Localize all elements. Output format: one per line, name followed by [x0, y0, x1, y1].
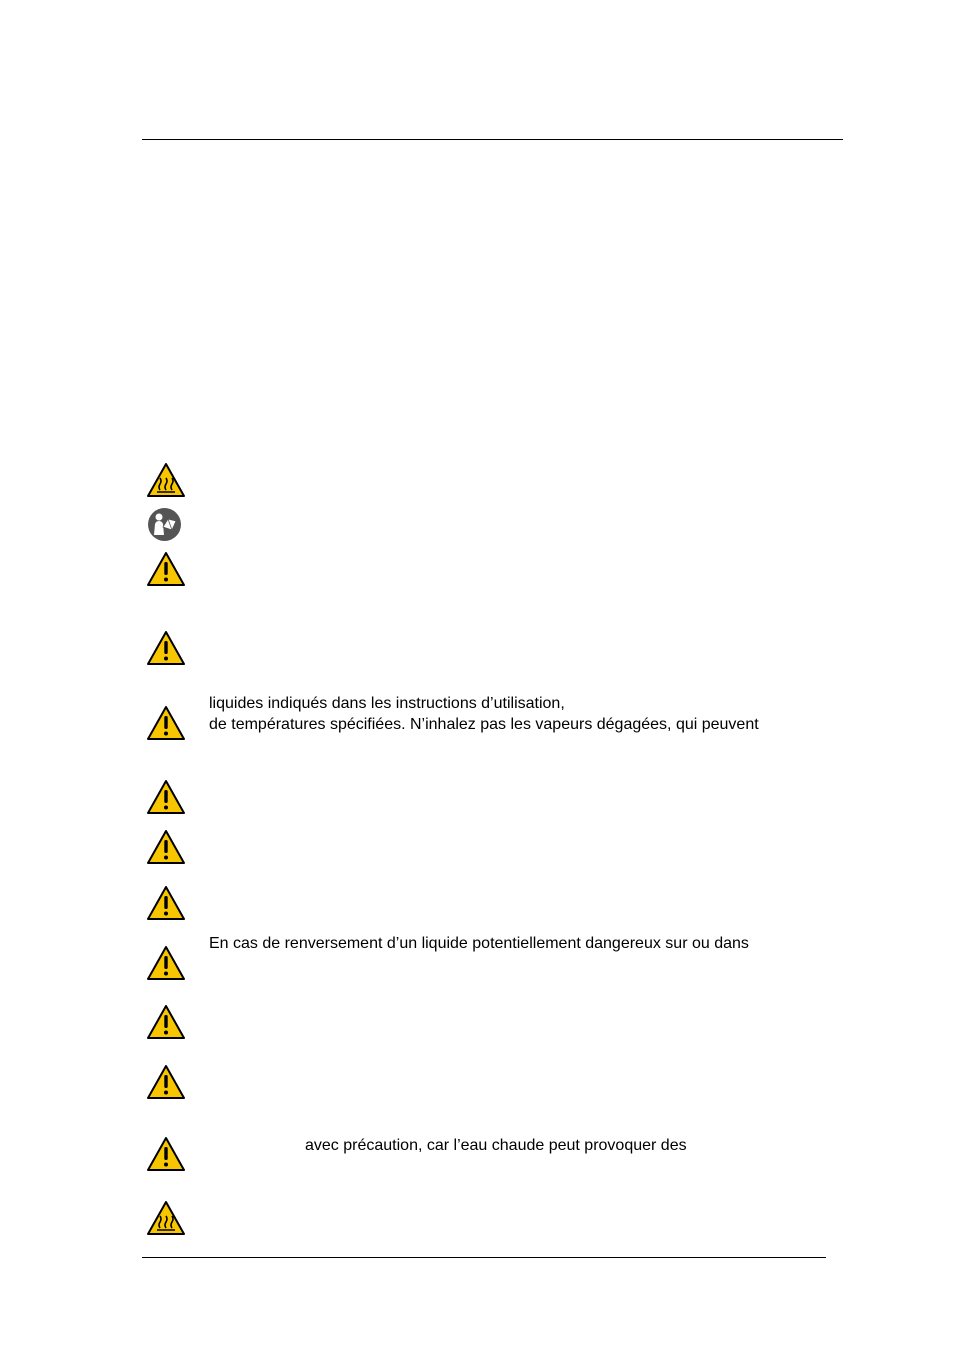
caution-warning-icon — [146, 945, 186, 981]
footer-rule — [142, 1257, 826, 1258]
caution-warning-icon — [146, 885, 186, 921]
hot-surface-warning-icon — [146, 1200, 186, 1236]
safety-text-line: En cas de renversement d’un liquide potentiellement dangereux sur ou dans — [209, 935, 749, 952]
safety-text-line: liquides indiqués dans les instructions d’utilisation, — [209, 695, 565, 712]
caution-warning-icon — [146, 829, 186, 865]
read-manual-icon — [147, 507, 182, 542]
caution-warning-icon — [146, 705, 186, 741]
caution-warning-icon — [146, 779, 186, 815]
hot-surface-warning-icon — [146, 462, 186, 498]
safety-text-line: de températures spécifiées. N’inhalez pas les vapeurs dégagées, qui peuvent — [209, 716, 759, 733]
caution-warning-icon — [146, 551, 186, 587]
caution-warning-icon — [146, 1064, 186, 1100]
header-rule — [142, 139, 843, 140]
caution-warning-icon — [146, 1136, 186, 1172]
caution-warning-icon — [146, 1004, 186, 1040]
caution-warning-icon — [146, 630, 186, 666]
safety-text-line: avec précaution, car l’eau chaude peut provoquer des — [305, 1137, 687, 1154]
